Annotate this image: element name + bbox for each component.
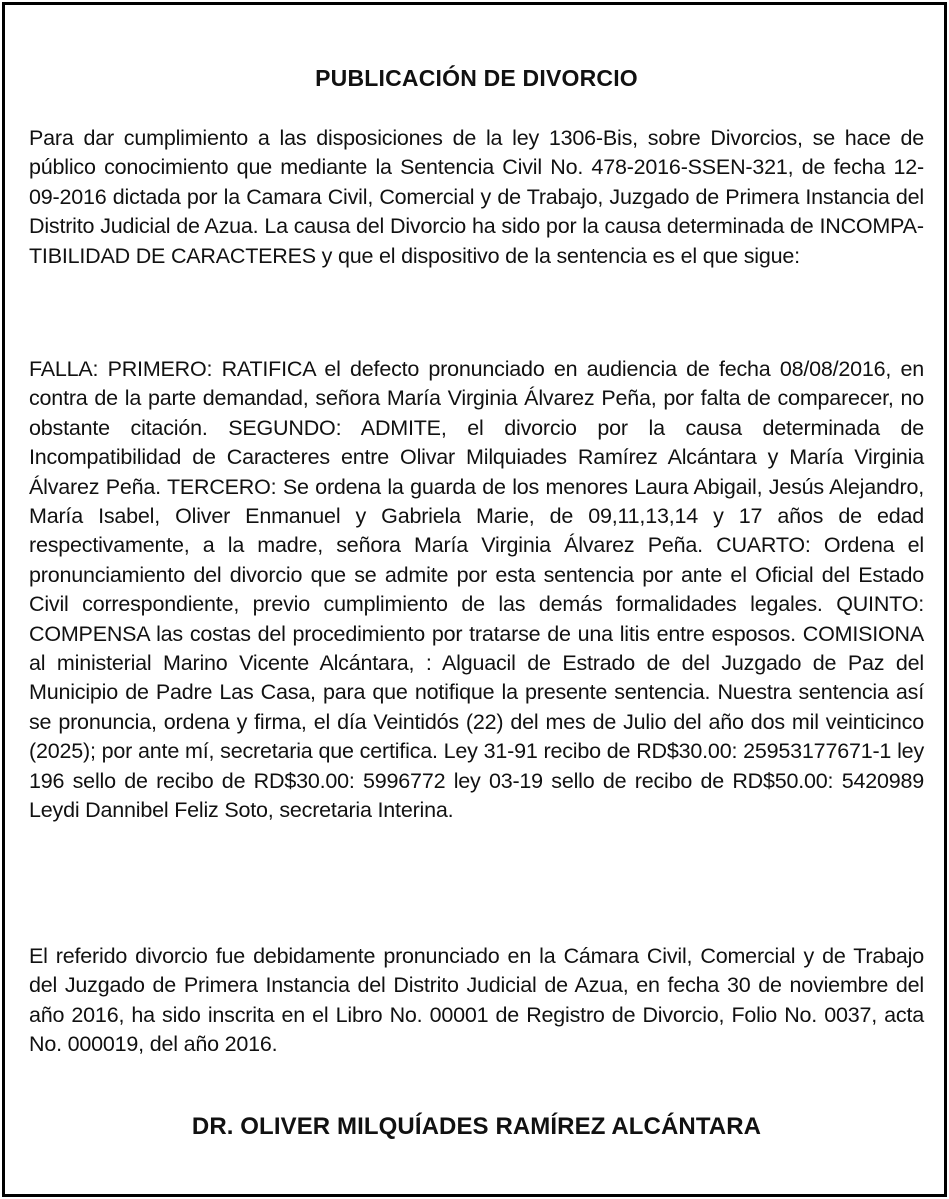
- notice-signature: DR. OLIVER MILQUÍADES RAMÍREZ ALCÁNTARA: [191, 1113, 762, 1140]
- notice-paragraph-intro: Para dar cumplimiento a las disposiciones de la ley 1306-Bis, sobre Divorcios, se hace de público conocimiento que mediante la Sentencia Civil No. 478-2016-SSEN-321, de fecha 12-09-2016 dictada por la Camara Civil, Comercial y de Trabajo, Juzgado de Primera Instancia del Distrito Judicial de Azua. La causa del Divorcio ha sido por la causa determinada de INCOMPATIBILIDAD DE CARACTERES y que el dispositivo de la sentencia es el que sigue:: [29, 126, 924, 268]
- notice-title: PUBLICACIÓN DE DIVORCIO: [315, 65, 638, 91]
- notice-border-frame: [2, 2, 947, 1197]
- notice-paragraph-ruling: FALLA: PRIMERO: RATIFICA el defecto pronunciado en audiencia de fecha 08/08/2016, en contra de la parte demandad, señora María Virginia Álvarez Peña, por falta de comparecer, no obstante citación. SEGUNDO: ADMITE, el divorcio por la causa determinada de Incompatibilidad de Caracteres entre Olivar Milquiades Ramírez Alcántara y María Virginia Álvarez Peña. TERCERO: Se ordena la guarda de los menores Laura Abigail, Jesús Alejandro, María Isabel, Oliver Enmanuel y Gabriela Marie, de 09,11,13,14 y 17 años de edad respectivamente, a la madre, señora María Virginia Álvarez Peña. CUARTO: Ordena el pronunciamiento del divorcio que se admite por esta sentencia por ante el Oficial del Estado Civil correspondiente, previo cumplimiento de las demás formalidades legales. QUINTO: COMPENSA las costas del procedimiento por tratarse de una litis entre esposos. COMISIONA al ministerial Marino Vicente Alcántara, : Alguacil de Estrado de del Juzgado de Paz del Municipio de Padre Las Casa, para que notifique la presente sentencia. Nuestra sentencia así se pronuncia, ordena y firma, el día Veintidós (22) del mes de Julio del año dos mil veinticinco (2025); por ante mí, secretaria que certifica. Ley 31-91 recibo de RD$30.00: 25953177671-1 ley 196 sello de recibo de RD$30.00: 5996772 ley 03-19 sello de recibo de RD$50.00: 5420989 Leydi Dannibel Feliz Soto, secretaria Interina.: [29, 357, 924, 823]
- notice-paragraph-registration: El referido divorcio fue debidamente pronunciado en la Cámara Civil, Comercial y de Trabajo del Juzgado de Primera Instancia del Distrito Judicial de Azua, en fecha 30 de noviembre del año 2016, ha sido inscrita en el Libro No. 00001 de Registro de Divorcio, Folio No. 0037, acta No. 000019, del año 2016.: [29, 944, 924, 1057]
